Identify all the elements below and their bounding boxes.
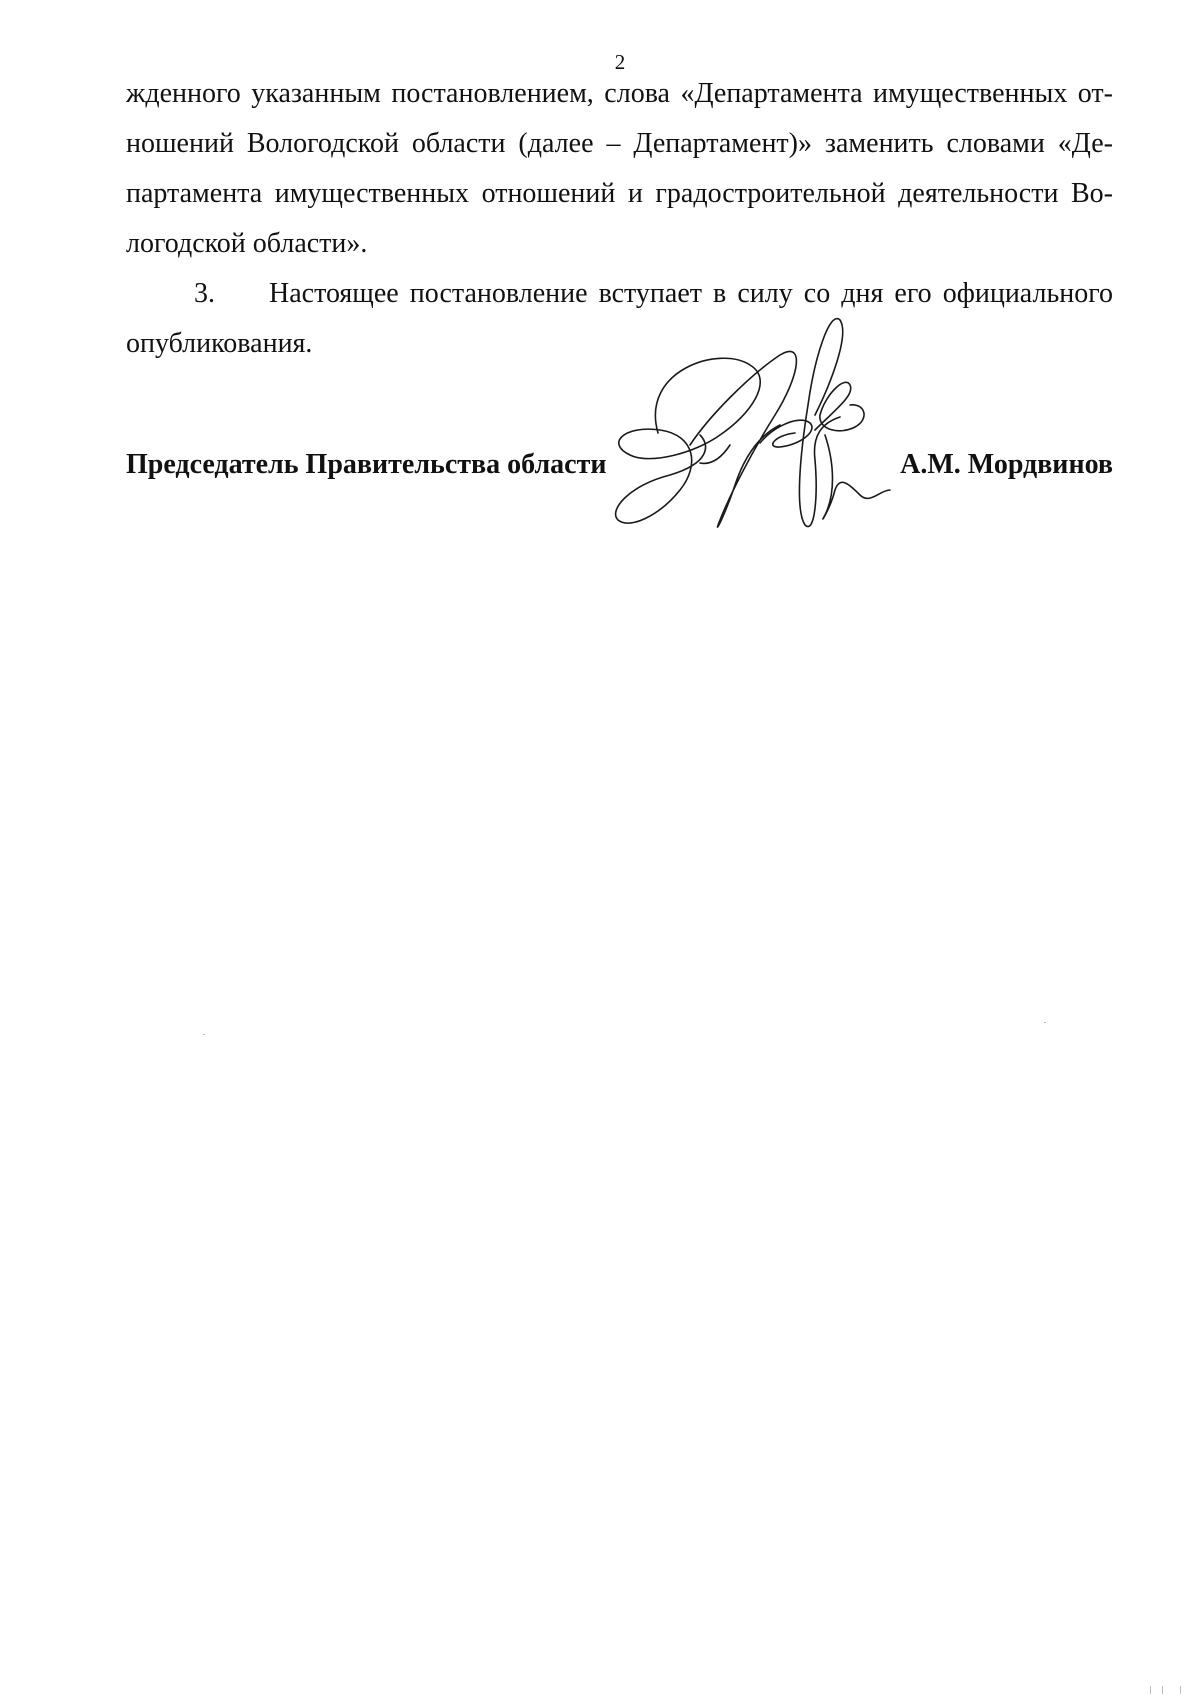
paragraph-3-number: 3.: [194, 278, 215, 309]
paragraph-line-1: жденного указанным постановлением, слова «Департамента имущественных от-: [126, 78, 1113, 109]
paragraph-line-2: ношений Вологодской области (далее – Департамент)» заменить словами «Де-: [126, 128, 1113, 159]
signatory-name: А.М. Мордвинов: [900, 449, 1113, 480]
paragraph-3-line-1: [194, 269, 1113, 319]
paragraph-3-line-2: опубликования.: [126, 328, 313, 359]
scan-artifact: [1162, 1686, 1163, 1694]
paragraph-line-4: логодской области».: [126, 228, 368, 259]
position-title: Председатель Правительства области: [126, 449, 607, 480]
scan-artifact: [1044, 1022, 1046, 1023]
paragraph-3: [126, 269, 1113, 319]
paragraph-line-3: партамента имущественных отношений и градостроительной деятельности Во-: [126, 178, 1113, 209]
scan-artifact: [203, 1034, 205, 1035]
scan-artifact: [1150, 1686, 1151, 1694]
page-number: 2: [614, 50, 626, 74]
handwritten-signature: [600, 315, 920, 575]
scan-artifact: [1180, 1686, 1181, 1694]
paragraph-3-text: Настоящее постановление вступает в силу со дня его официального: [269, 278, 1113, 309]
